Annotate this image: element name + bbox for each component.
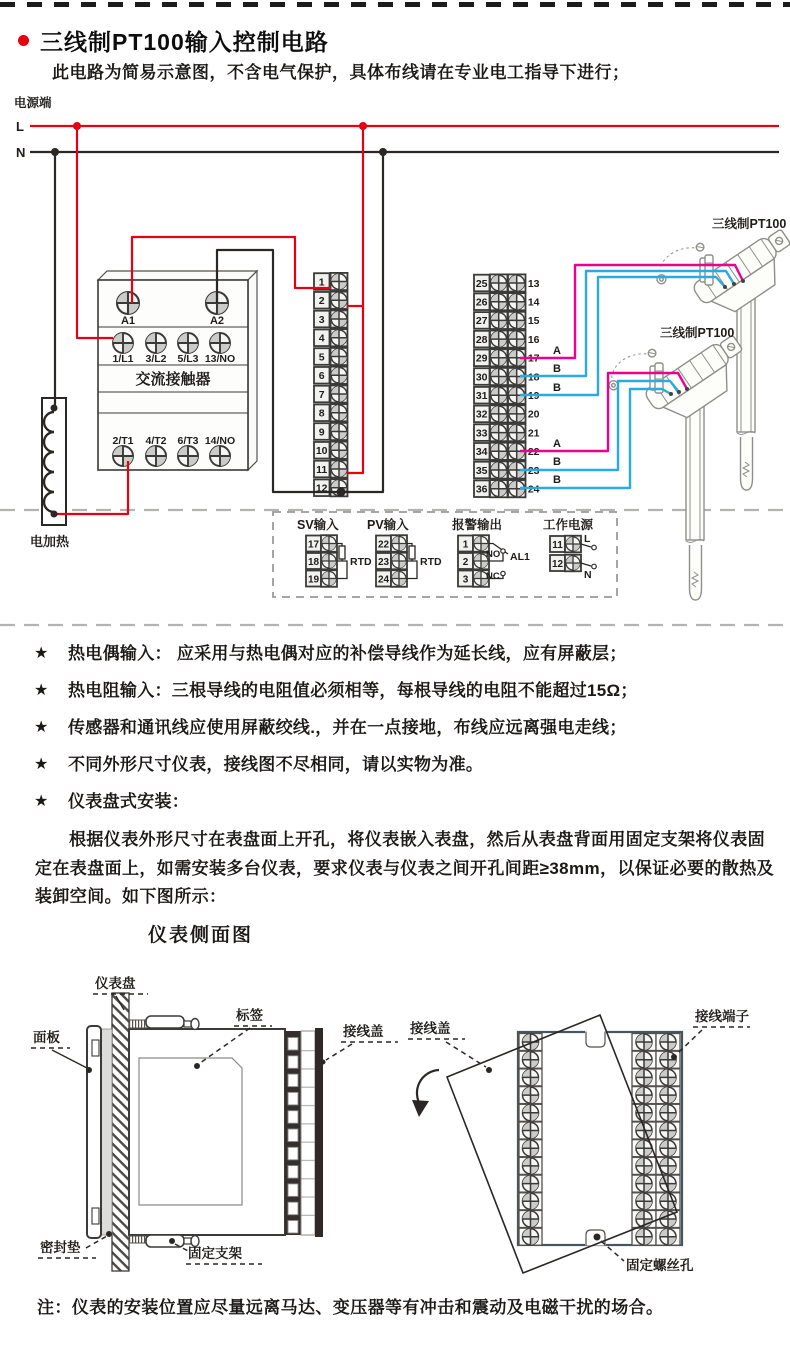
screw-icon xyxy=(636,1193,652,1209)
terminal-slot xyxy=(288,1147,298,1160)
sv-input-title: SV输入 xyxy=(297,518,339,532)
rtd-label: RTD xyxy=(350,556,372,568)
power-supply-title: 工作电源 xyxy=(543,518,594,532)
screw-icon xyxy=(523,1211,539,1227)
screw-icon xyxy=(636,1034,652,1050)
screw-icon xyxy=(491,425,507,441)
contactor-terminal-label: 4/T2 xyxy=(145,435,167,447)
note-text: 热电阻输入：三根导线的电阻值必须相等，每根导线的电阻不能超过15Ω； xyxy=(68,681,638,700)
wire-label-b: B xyxy=(553,456,561,468)
terminal-number: 15 xyxy=(527,315,540,328)
screw-icon xyxy=(331,330,347,346)
red-bullet-icon xyxy=(18,35,29,46)
cover-label: 接线盖 xyxy=(343,1024,384,1039)
terminal-number: 14 xyxy=(527,296,540,309)
rtd-label: RTD xyxy=(420,556,442,568)
terminal-number: 30 xyxy=(475,371,488,384)
screw-icon xyxy=(660,1123,676,1139)
terminal-number: 31 xyxy=(475,390,488,402)
terminal-number: 9 xyxy=(318,426,325,439)
terminals-label: 接线端子 xyxy=(695,1009,749,1024)
strip-line xyxy=(302,1196,315,1197)
coil-terminal-a1: A1 xyxy=(120,315,136,327)
ac-contactor xyxy=(98,271,257,470)
power-lines xyxy=(14,95,779,160)
legend-terminal-number: 19 xyxy=(307,574,320,586)
strip-line xyxy=(302,1160,315,1161)
terminal-slot xyxy=(288,1166,298,1179)
terminal-number: 10 xyxy=(315,445,328,458)
screw-icon xyxy=(331,442,347,458)
terminal-number: 5 xyxy=(318,351,325,364)
screw-icon xyxy=(523,1229,539,1245)
bottom-note: 注：仪表的安装位置应尽量远离马达、变压器等有冲击和震动及电磁干扰的场合。 xyxy=(37,1298,664,1317)
panel-board-wall xyxy=(112,993,129,1271)
contactor-terminal-label: 1/L1 xyxy=(112,353,134,365)
panel-board-label: 仪表盘 xyxy=(95,976,136,991)
tag-label: 标签 xyxy=(236,1008,263,1023)
pt100-label: 三线制PT100 xyxy=(660,326,735,340)
line-n-label: N xyxy=(16,145,26,160)
screw-icon xyxy=(509,294,525,310)
strip-line xyxy=(302,1178,315,1179)
terminal-number: 34 xyxy=(475,446,488,459)
gasket-label: 密封垫 xyxy=(40,1240,81,1255)
screw-icon xyxy=(523,1052,539,1068)
screw-icon xyxy=(509,331,525,347)
l-terminal-dot xyxy=(592,545,597,550)
star-icon: ★ xyxy=(34,793,49,810)
pt100-label: 三线制PT100 xyxy=(712,217,787,231)
contactor-terminal-label: 13/NO xyxy=(204,353,236,365)
strip-line xyxy=(302,1087,315,1088)
terminal-number: 8 xyxy=(318,407,325,420)
line-l-label: L xyxy=(16,119,24,134)
terminal-number: 2 xyxy=(318,295,325,308)
screw-icon xyxy=(491,462,507,478)
alarm-output-group xyxy=(452,517,530,587)
terminal-number: 35 xyxy=(475,464,488,477)
screw-icon xyxy=(523,1176,539,1192)
junction-dot xyxy=(379,148,387,156)
legend-terminal-number: 2 xyxy=(462,556,469,568)
l-label: L xyxy=(584,533,591,545)
screw-icon xyxy=(331,274,347,290)
meter-terminal-block xyxy=(474,274,540,497)
terminal-number: 25 xyxy=(475,277,488,290)
wire-label-b: B xyxy=(553,382,561,394)
screw-icon xyxy=(660,1140,676,1156)
contactor-terminal-label: 14/NO xyxy=(204,435,236,447)
terminal-number: 27 xyxy=(475,315,488,328)
terminal-number: 19 xyxy=(527,390,540,402)
screw-icon xyxy=(491,387,507,403)
junction-dot xyxy=(73,122,81,130)
pt100-sensor-1 xyxy=(649,195,790,490)
strip-line xyxy=(302,1142,315,1143)
junction-dot xyxy=(51,148,59,156)
terminal-number: 20 xyxy=(527,408,540,421)
screw-icon xyxy=(566,556,580,570)
screw-icon xyxy=(331,461,347,477)
page-title: 三线制PT100输入控制电路 xyxy=(40,29,329,55)
note-text: 仪表盘式安装： xyxy=(68,792,190,811)
terminal-slot xyxy=(288,1111,298,1124)
side-view-heading: 仪表侧面图 xyxy=(148,925,254,946)
screw-icon xyxy=(331,349,347,365)
alarm-output-title: 报警输出 xyxy=(452,518,503,532)
screw-icon xyxy=(322,572,336,586)
contactor-terminal-label: 6/T3 xyxy=(177,435,199,447)
no-contact-dot xyxy=(501,549,505,553)
screw-icon xyxy=(636,1229,652,1245)
note-item xyxy=(34,753,779,777)
screw-icon xyxy=(566,537,580,551)
screw-icon xyxy=(322,554,336,568)
terminal-number: 23 xyxy=(527,464,540,477)
notes-list xyxy=(34,642,779,827)
legend-terminal-number: 3 xyxy=(462,574,469,586)
no-label: NO xyxy=(486,549,501,560)
screw-icon xyxy=(509,425,525,441)
legend-terminal-number: 24 xyxy=(377,574,390,586)
pv-input-title: PV输入 xyxy=(367,518,409,532)
note-text: 不同外形尺寸仪表，接线图不尽相同，请以实物为准。 xyxy=(68,755,484,774)
power-terminal-label: 电源端 xyxy=(14,96,52,110)
star-icon: ★ xyxy=(34,645,49,662)
instrument-body xyxy=(129,1029,285,1235)
front-panel-label: 面板 xyxy=(33,1030,60,1045)
screw-icon xyxy=(660,1229,676,1245)
terminal-number: 26 xyxy=(475,296,488,309)
screw-icon xyxy=(636,1176,652,1192)
screw-icon xyxy=(523,1123,539,1139)
install-paragraph: 根据仪表外形尺寸在表盘面上开孔，将仪表嵌入表盘，然后从表盘背面用固定支架将仪表固定在表盘面上，如需安装多台仪表，要求仪表与仪表之间开孔间距≥38mm，以保证必要的散热及装卸空间。如下图所示： xyxy=(35,830,775,906)
note-item xyxy=(34,716,779,740)
terminal-slot xyxy=(288,1056,298,1069)
fixing-screw-hole-dot xyxy=(594,1234,601,1241)
junction-dot xyxy=(51,511,58,518)
heater-label: 电加热 xyxy=(30,534,70,549)
terminal-number: 17 xyxy=(527,352,540,365)
contactor-terminal-label: 3/L2 xyxy=(145,353,167,365)
screw-icon xyxy=(636,1052,652,1068)
terminal-number: 1 xyxy=(318,276,325,289)
wire-label-a: A xyxy=(553,438,561,450)
strip-line xyxy=(302,1123,315,1124)
terminal-cover-bar xyxy=(315,1028,323,1237)
legend-terminal-number: 18 xyxy=(307,556,320,568)
star-icon: ★ xyxy=(34,756,49,773)
screw-icon xyxy=(331,367,347,383)
screw-icon xyxy=(392,554,406,568)
screw-icon xyxy=(523,1140,539,1156)
screw-icon xyxy=(523,1105,539,1121)
page-subtitle: 此电路为简易示意图，不含电气保护，具体布线请在专业电工指导下进行； xyxy=(52,63,630,82)
contactor-terminal-label: 2/T1 xyxy=(112,435,134,447)
junction-dot xyxy=(337,488,346,497)
screw-icon xyxy=(491,331,507,347)
terminal-number: 13 xyxy=(527,277,540,290)
side-view-figure xyxy=(31,975,398,1271)
sv-input-group xyxy=(297,517,372,587)
sensor-wire-labels xyxy=(553,345,561,486)
screw-icon xyxy=(491,481,507,497)
screw-icon xyxy=(331,405,347,421)
screw-icon xyxy=(636,1087,652,1103)
terminal-number: 12 xyxy=(315,482,328,495)
terminal-number: 6 xyxy=(318,370,325,383)
screw-icon xyxy=(322,537,336,551)
bracket-label: 固定支架 xyxy=(188,1246,242,1261)
electric-heater xyxy=(30,398,70,549)
fixing-bracket-top xyxy=(129,1016,199,1030)
screw-icon xyxy=(660,1105,676,1121)
terminal-slot xyxy=(288,1184,298,1197)
power-supply-group xyxy=(543,517,596,581)
note-item xyxy=(34,679,779,703)
installation-figures xyxy=(0,950,790,1295)
contactor-title: 交流接触器 xyxy=(135,371,211,388)
terminal-number: 16 xyxy=(527,333,540,346)
wire-label-a: A xyxy=(553,345,561,357)
legend-terminal-number: 17 xyxy=(307,539,320,551)
terminal-slot xyxy=(288,1221,298,1234)
strip-line xyxy=(302,1068,315,1069)
terminal-number: 22 xyxy=(527,446,540,459)
legend-terminal-number: 22 xyxy=(377,539,390,551)
screw-icon xyxy=(491,350,507,366)
screw-icon xyxy=(660,1158,676,1174)
screw-icon xyxy=(636,1123,652,1139)
screw-icon xyxy=(491,444,507,460)
legend-terminal-number: 12 xyxy=(551,558,564,570)
rtd-resistor xyxy=(409,546,415,559)
strip-line xyxy=(302,1050,315,1051)
screw-icon xyxy=(331,386,347,402)
terminal-slot xyxy=(288,1092,298,1105)
screw-icon xyxy=(509,406,525,422)
coil-terminal-a2: A2 xyxy=(209,315,225,327)
screw-icon xyxy=(523,1158,539,1174)
terminal-number: 32 xyxy=(475,408,488,421)
screw-icon xyxy=(636,1069,652,1085)
junction-dot xyxy=(51,405,58,412)
screw-icon xyxy=(509,275,525,291)
terminal-slot xyxy=(288,1129,298,1142)
screw-icon xyxy=(491,275,507,291)
nc-label: NC xyxy=(486,571,500,582)
screw-icon xyxy=(523,1069,539,1085)
terminal-slot xyxy=(288,1202,298,1215)
note-item xyxy=(34,790,779,814)
screw-icon xyxy=(523,1193,539,1209)
terminal-number: 33 xyxy=(475,427,488,440)
wire-label-b: B xyxy=(553,474,561,486)
strip-line xyxy=(302,1215,315,1216)
screw-hole-label: 固定螺丝孔 xyxy=(626,1258,694,1273)
gasket-strip xyxy=(101,1029,112,1235)
terminal-number: 11 xyxy=(316,463,328,476)
screw-icon xyxy=(392,572,406,586)
screw-icon xyxy=(523,1034,539,1050)
terminal-number: 4 xyxy=(318,332,325,345)
note-text: 传感器和通讯线应使用屏蔽绞线.，并在一点接地，布线应远离强电走线； xyxy=(68,718,627,737)
screw-icon xyxy=(491,294,507,310)
nc-contact-dot xyxy=(501,571,505,575)
note-text: 热电偶输入： 应采用与热电偶对应的补偿导线作为延长线，应有屏蔽层； xyxy=(68,644,627,663)
cut-mark-dashed-border xyxy=(0,2,790,7)
screw-icon xyxy=(660,1087,676,1103)
n-label: N xyxy=(584,569,592,581)
screw-icon xyxy=(509,313,525,329)
terminal-block-left xyxy=(314,273,348,496)
terminal-slot xyxy=(288,1038,298,1051)
strip-line xyxy=(302,1105,315,1106)
cover-label: 接线盖 xyxy=(410,1021,451,1036)
al1-label: AL1 xyxy=(510,551,530,563)
contactor-terminal-label: 5/L3 xyxy=(177,353,199,365)
legend-terminal-number: 11 xyxy=(552,539,563,551)
legend-terminal-number: 1 xyxy=(462,539,469,551)
terminal-number: 28 xyxy=(475,333,488,346)
note-item xyxy=(34,642,779,666)
screw-icon xyxy=(491,313,507,329)
screw-icon xyxy=(523,1087,539,1103)
rtd-resistor xyxy=(339,546,345,559)
pt100-sensor-2 xyxy=(601,301,757,600)
screw-icon xyxy=(660,1034,676,1050)
wire-label-b: B xyxy=(553,363,561,375)
terminal-legend-box xyxy=(273,512,617,597)
screw-icon xyxy=(491,406,507,422)
terminal-number: 3 xyxy=(318,313,325,326)
terminal-number: 36 xyxy=(475,483,488,496)
screw-icon xyxy=(331,424,347,440)
star-icon: ★ xyxy=(34,719,49,736)
front-panel-bezel xyxy=(87,1026,101,1238)
n-terminal-dot xyxy=(592,564,597,569)
screw-icon xyxy=(660,1069,676,1085)
terminal-number: 21 xyxy=(527,427,540,440)
screw-icon xyxy=(392,537,406,551)
pv-input-group xyxy=(367,517,442,587)
terminal-number: 24 xyxy=(527,483,540,496)
screw-icon xyxy=(491,369,507,385)
screw-icon xyxy=(636,1158,652,1174)
terminal-number: 18 xyxy=(527,371,540,384)
legend-terminal-number: 23 xyxy=(377,556,390,568)
junction-dot xyxy=(359,122,367,130)
terminal-number: 7 xyxy=(318,388,325,401)
terminal-number: 29 xyxy=(475,352,488,365)
rear-view-figure xyxy=(408,1008,750,1273)
wiring-diagram xyxy=(0,88,790,628)
title-row xyxy=(18,24,329,57)
screw-icon xyxy=(331,311,347,327)
star-icon: ★ xyxy=(34,682,49,699)
screw-icon xyxy=(331,292,347,308)
terminal-slot xyxy=(288,1074,298,1087)
